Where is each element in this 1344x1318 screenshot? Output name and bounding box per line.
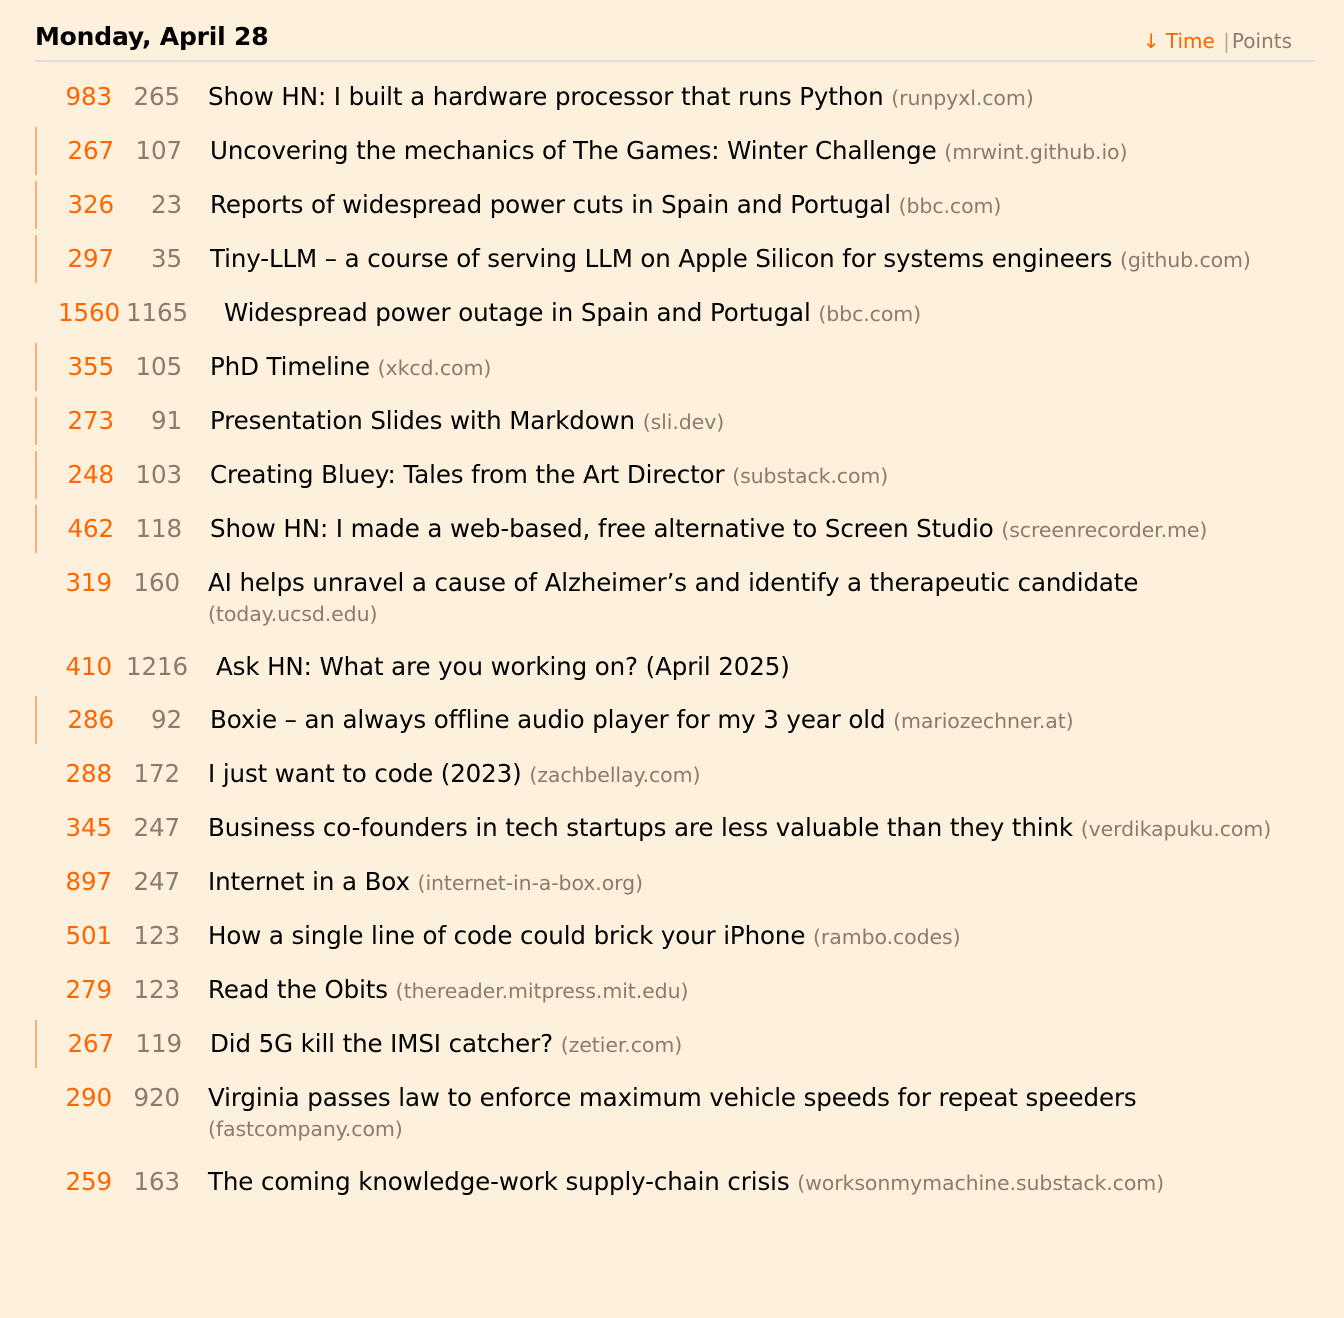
- story-domain[interactable]: (zetier.com): [560, 1033, 683, 1057]
- story-domain[interactable]: (github.com): [1119, 248, 1251, 272]
- story-title-link[interactable]: Internet in a Box: [208, 867, 410, 896]
- comments-link[interactable]: 163: [133, 1167, 180, 1196]
- story-title-link[interactable]: Did 5G kill the IMSI catcher?: [210, 1029, 554, 1058]
- story-row-visited: [35, 448, 1314, 502]
- story-title-link[interactable]: Show HN: I made a web-based, free alternative to Screen Studio: [210, 514, 994, 543]
- story-title-link[interactable]: Read the Obits: [208, 975, 388, 1004]
- story-title-link[interactable]: Tiny-LLM – a course of serving LLM on Apple Silicon for systems engineers: [210, 244, 1113, 273]
- points: 326: [67, 190, 114, 219]
- points: 248: [67, 460, 114, 489]
- story-row: [35, 855, 1314, 909]
- points: 897: [65, 867, 112, 896]
- story-title-link[interactable]: PhD Timeline: [210, 352, 370, 381]
- story-title-link[interactable]: Virginia passes law to enforce maximum vehicle speeds for repeat speeders: [208, 1083, 1137, 1112]
- comments-link[interactable]: 91: [151, 406, 182, 435]
- story-domain[interactable]: (xkcd.com): [377, 356, 492, 380]
- story-row: [35, 70, 1314, 124]
- story-row-visited: [35, 178, 1314, 232]
- points: 286: [67, 705, 114, 734]
- story-title-link[interactable]: Business co-founders in tech startups are less valuable than they think: [208, 813, 1073, 842]
- comments-link[interactable]: 123: [133, 921, 180, 950]
- points: 297: [67, 244, 114, 273]
- sort-time-label: Time: [1165, 29, 1215, 53]
- story-domain[interactable]: (mrwint.github.io): [944, 140, 1128, 164]
- story-title-link[interactable]: Uncovering the mechanics of The Games: Winter Challenge: [210, 136, 937, 165]
- sort-separator: |: [1223, 29, 1230, 53]
- story-title-link[interactable]: AI helps unravel a cause of Alzheimer’s and identify a therapeutic candidate: [208, 568, 1139, 597]
- story-title-link[interactable]: How a single line of code could brick your iPhone: [208, 921, 806, 950]
- points: 501: [65, 921, 112, 950]
- sort-by-points-link[interactable]: Points: [1231, 29, 1292, 53]
- comments-link[interactable]: 265: [133, 82, 180, 111]
- story-domain[interactable]: (mariozechner.at): [893, 709, 1074, 733]
- points: 410: [65, 652, 112, 681]
- points: 319: [65, 568, 112, 597]
- story-domain[interactable]: (today.ucsd.edu): [208, 602, 378, 626]
- story-row-visited: [35, 232, 1314, 286]
- comments-link[interactable]: 920: [133, 1083, 180, 1112]
- comments-link[interactable]: 247: [133, 813, 180, 842]
- story-domain[interactable]: (sli.dev): [642, 410, 725, 434]
- points: 345: [65, 813, 112, 842]
- story-row: [35, 801, 1314, 855]
- comments-link[interactable]: 35: [151, 244, 182, 273]
- comments-link[interactable]: 172: [133, 759, 180, 788]
- comments-link[interactable]: 118: [135, 514, 182, 543]
- story-domain[interactable]: (bbc.com): [898, 194, 1002, 218]
- story-row-visited: [35, 394, 1314, 448]
- comments-link[interactable]: 247: [133, 867, 180, 896]
- comments-link[interactable]: 1165: [126, 298, 188, 327]
- story-domain[interactable]: (thereader.mitpress.mit.edu): [395, 979, 689, 1003]
- story-domain[interactable]: (screenrecorder.me): [1001, 518, 1208, 542]
- points: 279: [65, 975, 112, 1004]
- points: 355: [67, 352, 114, 381]
- comments-link[interactable]: 1216: [126, 652, 188, 681]
- story-title-link[interactable]: Creating Bluey: Tales from the Art Director: [210, 460, 725, 489]
- story-domain[interactable]: (bbc.com): [818, 302, 922, 326]
- points: 267: [67, 1029, 114, 1058]
- story-row: [35, 556, 1314, 640]
- story-title-link[interactable]: Show HN: I built a hardware processor that runs Python: [208, 82, 884, 111]
- points: 983: [65, 82, 112, 111]
- points: 267: [67, 136, 114, 165]
- comments-link[interactable]: 119: [135, 1029, 182, 1058]
- story-title-link[interactable]: Presentation Slides with Markdown: [210, 406, 635, 435]
- story-domain[interactable]: (substack.com): [732, 464, 889, 488]
- story-domain[interactable]: (rambo.codes): [813, 925, 961, 949]
- points: 259: [65, 1167, 112, 1196]
- comments-link[interactable]: 107: [135, 136, 182, 165]
- story-row-visited: [35, 124, 1314, 178]
- comments-link[interactable]: 160: [133, 568, 180, 597]
- story-domain[interactable]: (fastcompany.com): [208, 1117, 403, 1141]
- story-row-visited: [35, 693, 1314, 747]
- story-list: [35, 70, 1314, 1209]
- page: [35, 0, 1314, 1209]
- story-title-link[interactable]: I just want to code (2023): [208, 759, 522, 788]
- comments-link[interactable]: 103: [135, 460, 182, 489]
- story-domain[interactable]: (verdikapuku.com): [1080, 817, 1272, 841]
- sort-by-time-link[interactable]: [1143, 29, 1221, 53]
- story-domain[interactable]: (runpyxl.com): [891, 86, 1034, 110]
- story-domain[interactable]: (worksonmymachine.substack.com): [797, 1171, 1165, 1195]
- story-row: [35, 747, 1314, 801]
- arrow-down-icon: ↓: [1142, 29, 1160, 53]
- story-title-link[interactable]: Ask HN: What are you working on? (April 2025): [216, 652, 790, 681]
- story-row-visited: [35, 340, 1314, 394]
- story-row-visited: [35, 502, 1314, 556]
- story-domain[interactable]: (zachbellay.com): [529, 763, 701, 787]
- day-header: [35, 0, 1314, 62]
- points: 273: [67, 406, 114, 435]
- story-row: [35, 1155, 1314, 1209]
- story-title-link[interactable]: Boxie – an always offline audio player for my 3 year old: [210, 705, 886, 734]
- day-title: Monday, April 28: [35, 22, 269, 51]
- points: 1560: [58, 298, 120, 327]
- story-title-link[interactable]: The coming knowledge-work supply-chain crisis: [208, 1167, 790, 1196]
- story-row: [35, 1071, 1314, 1155]
- points: 290: [65, 1083, 112, 1112]
- story-domain[interactable]: (internet-in-a-box.org): [417, 871, 643, 895]
- story-title-link[interactable]: Reports of widespread power cuts in Spain and Portugal: [210, 190, 891, 219]
- story-row: [35, 963, 1314, 1017]
- comments-link[interactable]: 105: [135, 352, 182, 381]
- comments-link[interactable]: 123: [133, 975, 180, 1004]
- comments-link[interactable]: 23: [151, 190, 182, 219]
- points: 462: [67, 514, 114, 543]
- story-row-visited: [35, 1017, 1314, 1071]
- story-row: [35, 640, 1314, 693]
- story-row: [35, 909, 1314, 963]
- story-row: [35, 286, 1314, 340]
- story-title-link[interactable]: Widespread power outage in Spain and Portugal: [224, 298, 811, 327]
- sort-toggle: [1143, 29, 1292, 53]
- comments-link[interactable]: 92: [151, 705, 182, 734]
- points: 288: [65, 759, 112, 788]
